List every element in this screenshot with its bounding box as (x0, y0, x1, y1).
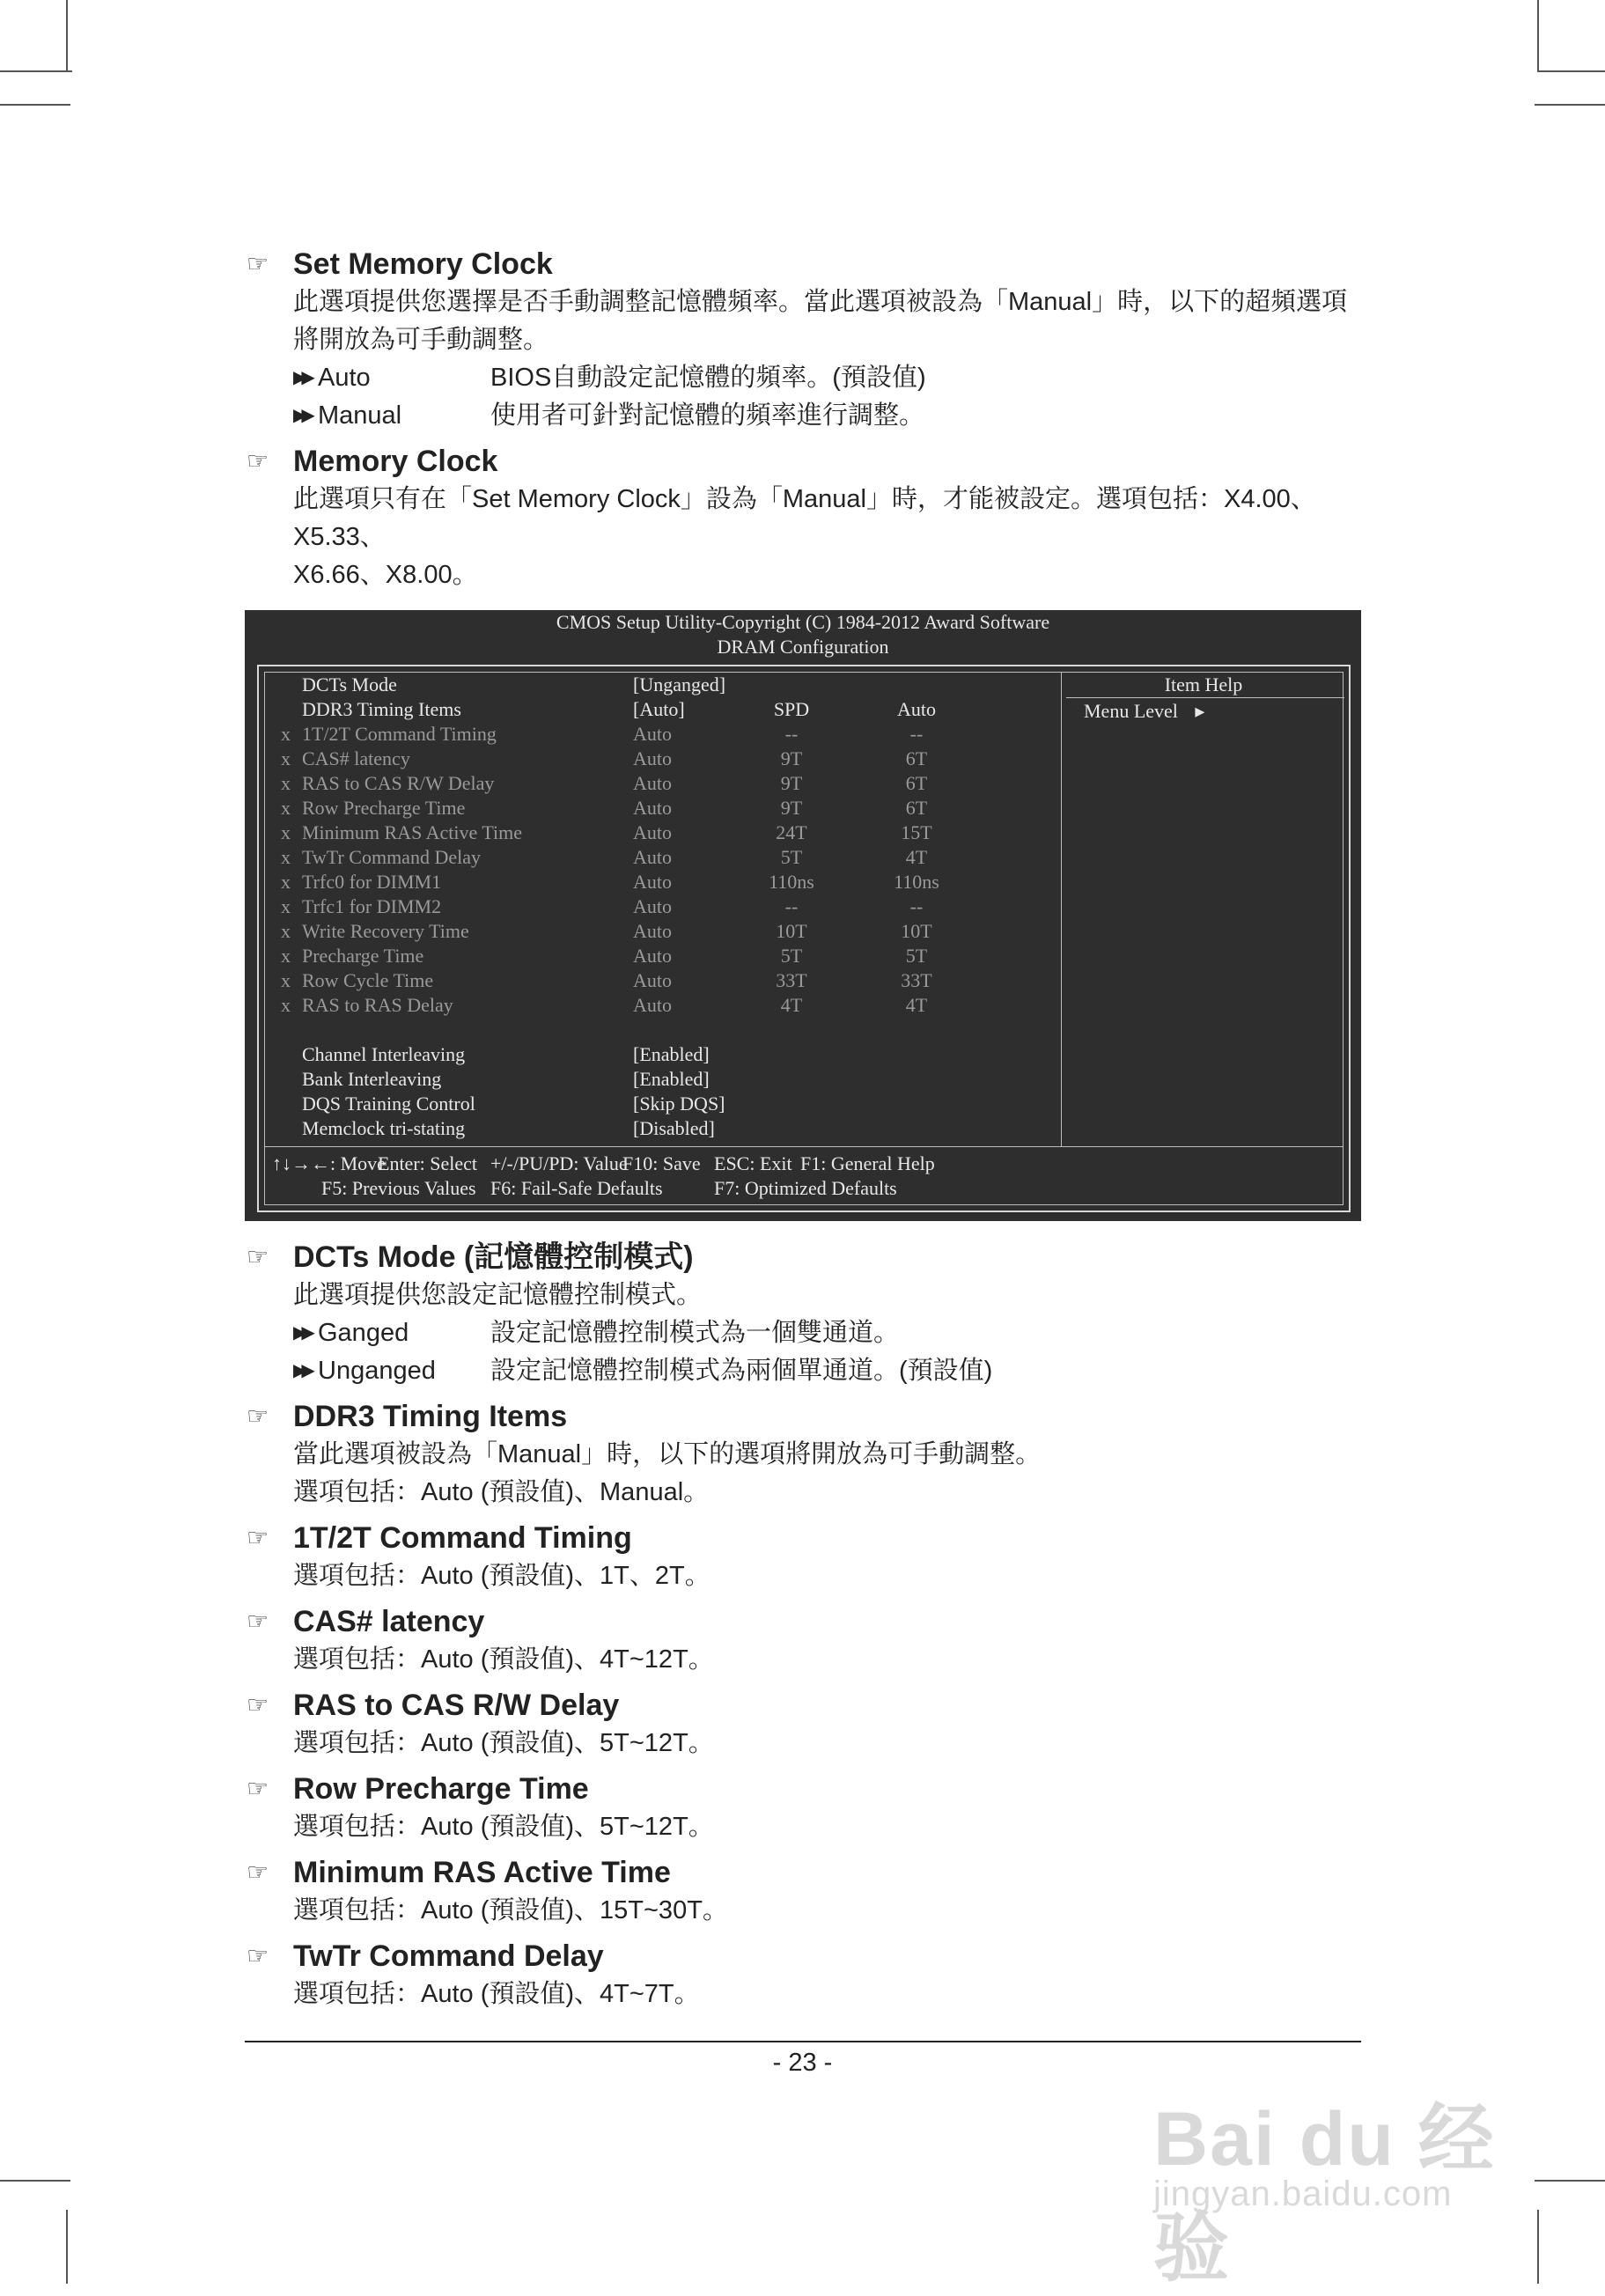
option-item (245, 397, 1363, 435)
spd-value: 4T (780, 994, 803, 1016)
section-body-line: 選項包括：Auto (預設值)、4T~7T。 (293, 1980, 700, 2008)
crop-mark (66, 0, 68, 72)
option-desc: 設定記憶體控制模式為一個雙通道。 (490, 1319, 900, 1347)
spd-value: 9T (780, 772, 803, 794)
section-title (245, 1770, 1363, 1808)
section-body-line: 將開放為可手動調整。 (293, 326, 549, 354)
menu-level (1084, 699, 1204, 724)
bios-inner-frame (264, 672, 1344, 1205)
option-item (245, 1314, 1363, 1352)
section-title (245, 1397, 1363, 1436)
hand-pointing-icon: ☞ (247, 1858, 269, 1886)
menu-level-label: Menu Level (1084, 700, 1178, 722)
auto-value: 6T (905, 772, 928, 794)
option-desc: 使用者可針對記憶體的頻率進行調整。 (490, 401, 925, 430)
bottom-sections (245, 1231, 1363, 2013)
right-arrow-icon: ▸ (1195, 700, 1205, 722)
key-previous: F5: Previous Values (321, 1177, 476, 1199)
bios-setting-row[interactable] (265, 821, 1057, 845)
disabled-mark: x (281, 969, 291, 991)
hand-pointing-icon: ☞ (247, 1942, 269, 1969)
bios-setting-row[interactable] (265, 747, 1057, 771)
setting-label: RAS to RAS Delay (302, 994, 453, 1016)
spd-value: -- (784, 895, 799, 917)
setting-label: Trfc0 for DIMM1 (302, 871, 442, 893)
divider (1066, 697, 1344, 698)
key-enter: Enter: Select (378, 1152, 478, 1174)
key-optimized: F7: Optimized Defaults (714, 1177, 897, 1199)
setting-value: Auto (633, 821, 672, 843)
key-failsafe: F6: Fail-Safe Defaults (490, 1177, 663, 1199)
setting-label: Memclock tri-stating (302, 1117, 466, 1139)
crop-mark (0, 104, 70, 106)
watermark-url: jingyan.baidu.com (1153, 2175, 1453, 2213)
bios-page-title: DRAM Configuration (717, 636, 889, 658)
disabled-mark: x (281, 994, 291, 1016)
crop-mark (1537, 70, 1605, 72)
setting-value: Auto (633, 747, 672, 769)
setting-label: Channel Interleaving (302, 1043, 466, 1065)
bios-setting-row[interactable] (265, 1042, 1057, 1067)
spd-value: 10T (776, 920, 807, 942)
section-title-text: RAS to CAS R/W Delay (293, 1689, 620, 1722)
setting-value: Auto (633, 895, 672, 917)
setting-value: [Enabled] (633, 1068, 710, 1090)
bios-setting-row[interactable] (265, 1092, 1057, 1116)
section-body-line: 當此選項被設為「Manual」時，以下的選項將開放為可手動調整。 (293, 1440, 1042, 1468)
section-title (245, 1853, 1363, 1892)
spd-value: 24T (776, 821, 807, 843)
setting-value: Auto (633, 772, 672, 794)
spd-value: 9T (780, 747, 803, 769)
section-title-text: Memory Clock (293, 445, 498, 478)
crop-mark (66, 2210, 68, 2284)
auto-value: 5T (905, 945, 928, 967)
setting-value: [Unganged] (633, 673, 726, 695)
spd-value: 33T (776, 969, 807, 991)
disabled-mark: x (281, 821, 291, 843)
section-title-text: TwTr Command Delay (293, 1939, 604, 1973)
option-name: Unganged (318, 1357, 436, 1385)
disabled-mark: x (281, 723, 291, 745)
setting-label: Row Cycle Time (302, 969, 434, 991)
section-body-line: 此選項提供您設定記憶體控制模式。 (293, 1281, 703, 1309)
spd-value: 9T (780, 797, 803, 819)
disabled-mark: x (281, 747, 291, 769)
bios-setting-row[interactable] (265, 968, 1057, 993)
bios-setting-row[interactable] (265, 919, 1057, 944)
setting-value: Auto (633, 945, 672, 967)
double-arrow-icon: ▶▶ (293, 1361, 310, 1380)
section-body-line: 選項包括：Auto (預設值)、4T~12T。 (293, 1645, 714, 1674)
setting-label: TwTr Command Delay (302, 846, 481, 868)
section-body-line: 選項包括：Auto (預設值)、5T~12T。 (293, 1813, 714, 1841)
hand-pointing-icon: ☞ (247, 1608, 269, 1635)
auto-value: 10T (901, 920, 932, 942)
section-title (245, 1519, 1363, 1557)
auto-value: -- (909, 723, 924, 745)
bios-setting-row[interactable] (265, 993, 1057, 1018)
bios-setting-row[interactable] (265, 796, 1057, 821)
bios-setting-row[interactable] (265, 697, 1057, 722)
auto-value: 33T (901, 969, 932, 991)
setting-label: RAS to CAS R/W Delay (302, 772, 495, 794)
section-body-line: 選項包括：Auto (預設值)、Manual。 (293, 1478, 710, 1506)
setting-label: DQS Training Control (302, 1093, 475, 1115)
bios-setting-row[interactable] (265, 722, 1057, 747)
setting-value: [Skip DQS] (633, 1093, 725, 1115)
setting-label: Bank Interleaving (302, 1068, 442, 1090)
setting-label: Write Recovery Time (302, 920, 469, 942)
section-title-text: Minimum RAS Active Time (293, 1856, 671, 1889)
spd-value: 110ns (769, 871, 814, 893)
bios-setting-row[interactable] (265, 845, 1057, 870)
section-body-line: 選項包括：Auto (預設值)、15T~30T。 (293, 1896, 728, 1924)
section-title-text: DCTs Mode (記憶體控制模式) (293, 1240, 694, 1274)
spd-value: 5T (780, 945, 803, 967)
setting-value: [Auto] (633, 698, 685, 720)
bios-setting-row[interactable] (265, 673, 1057, 697)
setting-value: [Disabled] (633, 1117, 715, 1139)
setting-value: Auto (633, 723, 672, 745)
bios-frame (257, 665, 1351, 1212)
double-arrow-icon: ▶▶ (293, 406, 310, 425)
section-body-line: X6.66、X8.00。 (293, 561, 478, 589)
setting-label: Minimum RAS Active Time (302, 821, 522, 843)
key-move: ↑↓→←: Move (272, 1152, 386, 1174)
hand-pointing-icon: ☞ (247, 1402, 269, 1430)
option-item (245, 359, 1363, 397)
crop-mark (1535, 2180, 1605, 2182)
option-name: Ganged (318, 1319, 409, 1347)
setting-label: DCTs Mode (302, 673, 397, 695)
bios-setting-row[interactable] (265, 1116, 1057, 1141)
key-value: +/-/PU/PD: Value (490, 1152, 628, 1174)
hand-pointing-icon: ☞ (247, 250, 269, 277)
hand-pointing-icon: ☞ (247, 447, 269, 475)
section-title (245, 1937, 1363, 1976)
option-desc: BIOS自動設定記憶體的頻率。(預設值) (490, 364, 926, 392)
section-title-text: Row Precharge Time (293, 1772, 589, 1806)
key-exit: ESC: Exit (714, 1152, 792, 1174)
hand-pointing-icon: ☞ (247, 1243, 269, 1270)
double-arrow-icon: ▶▶ (293, 368, 310, 387)
bios-header (245, 610, 1361, 659)
double-arrow-icon: ▶▶ (293, 1323, 310, 1343)
page-number: - 23 - (772, 2049, 833, 2077)
crop-mark (0, 70, 72, 72)
bios-setting-row[interactable] (265, 944, 1057, 968)
option-name: Manual (318, 401, 402, 430)
disabled-mark: x (281, 945, 291, 967)
key-help: F1: General Help (800, 1152, 935, 1174)
bios-screenshot (245, 610, 1361, 1221)
top-sections (245, 238, 1363, 652)
disabled-mark: x (281, 772, 291, 794)
hand-pointing-icon: ☞ (247, 1691, 269, 1718)
auto-value: 15T (901, 821, 932, 843)
setting-value: Auto (633, 871, 672, 893)
setting-label: Trfc1 for DIMM2 (302, 895, 442, 917)
disabled-mark: x (281, 920, 291, 942)
setting-value: [Enabled] (633, 1043, 710, 1065)
divider (265, 1146, 1343, 1147)
setting-value: Auto (633, 969, 672, 991)
bios-setting-row[interactable] (265, 870, 1057, 894)
bios-setting-row[interactable] (265, 894, 1057, 919)
disabled-mark: x (281, 895, 291, 917)
auto-value: 4T (905, 994, 928, 1016)
watermark-logo: Bai du 经验 (1153, 2097, 1496, 2291)
section-title (245, 442, 1363, 481)
hand-pointing-icon: ☞ (247, 1524, 269, 1551)
option-item (245, 1352, 1363, 1390)
divider (1061, 673, 1062, 1146)
bios-copyright: CMOS Setup Utility-Copyright (C) 1984-2012 Award Software (556, 611, 1050, 633)
section-body-line: 此選項只有在「Set Memory Clock」設為「Manual」時，才能被設定。選項包括：X4.00、X5.33、 (293, 485, 1316, 551)
auto-value: 6T (905, 747, 928, 769)
item-help-title: Item Help (1164, 673, 1243, 695)
section-title (245, 1686, 1363, 1725)
section-title (245, 1238, 1363, 1277)
bios-setting-row[interactable] (265, 1067, 1057, 1092)
auto-value: 6T (905, 797, 928, 819)
setting-value: Auto (633, 920, 672, 942)
crop-mark (1535, 104, 1605, 106)
auto-value: -- (909, 895, 924, 917)
section-body-line: 此選項提供您選擇是否手動調整記憶體頻率。當此選項被設為「Manual」時，以下的超頻選項 (293, 288, 1348, 316)
disabled-mark: x (281, 846, 291, 868)
disabled-mark: x (281, 871, 291, 893)
section-body-line: 選項包括：Auto (預設值)、5T~12T。 (293, 1729, 714, 1757)
spd-value: 5T (780, 846, 803, 868)
setting-label: 1T/2T Command Timing (302, 723, 497, 745)
setting-label: Row Precharge Time (302, 797, 466, 819)
watermark (1136, 2042, 1541, 2291)
section-title (245, 1602, 1363, 1641)
section-title-text: Set Memory Clock (293, 247, 553, 281)
option-name: Auto (318, 364, 371, 392)
hand-pointing-icon: ☞ (247, 1775, 269, 1802)
crop-mark (1537, 0, 1539, 72)
section-title-text: DDR3 Timing Items (293, 1400, 568, 1433)
spd-value: SPD (773, 698, 810, 720)
setting-label: DDR3 Timing Items (302, 698, 461, 720)
section-body-line: 選項包括：Auto (預設值)、1T、2T。 (293, 1562, 710, 1590)
auto-value: Auto (897, 698, 936, 720)
setting-label: CAS# latency (302, 747, 410, 769)
option-desc: 設定記憶體控制模式為兩個單通道。(預設值) (490, 1357, 993, 1385)
spd-value: -- (784, 723, 799, 745)
setting-value: Auto (633, 846, 672, 868)
auto-value: 4T (905, 846, 928, 868)
crop-mark (0, 2180, 70, 2182)
key-save: F10: Save (622, 1152, 701, 1174)
disabled-mark: x (281, 797, 291, 819)
setting-value: Auto (633, 994, 672, 1016)
section-title-text: CAS# latency (293, 1605, 485, 1638)
setting-label: Precharge Time (302, 945, 424, 967)
setting-value: Auto (633, 797, 672, 819)
bios-setting-row[interactable] (265, 771, 1057, 796)
section-title-text: 1T/2T Command Timing (293, 1521, 632, 1555)
section-title (245, 245, 1363, 283)
auto-value: 110ns (894, 871, 939, 893)
